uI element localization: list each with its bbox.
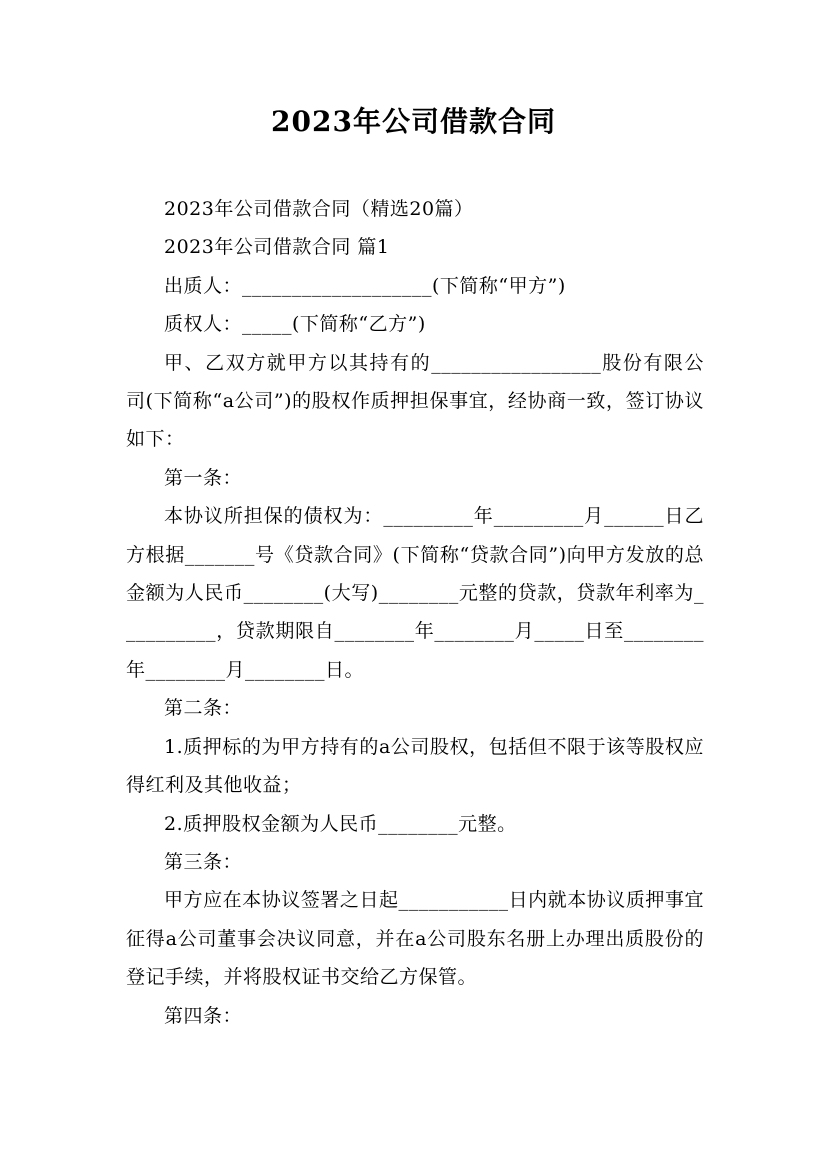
article-3-text: 甲方应在本协议签署之日起___________日内就本协议质押事宜征得a公司董事会决议同意，并在a公司股东名册上办理出质股份的登记手续，并将股权证书交给乙方保管。 <box>126 889 704 989</box>
article-3-heading: 第三条： <box>164 850 243 873</box>
paragraph-pledgor: 出质人：___________________(下简称“甲方”) <box>164 274 566 297</box>
paragraph-pledgee: 质权人：_____(下简称“乙方”) <box>164 313 426 336</box>
document-title: 2023年公司借款合同 <box>271 105 556 138</box>
article-2-item-1: 1.质押标的为甲方持有的a公司股权，包括但不限于该等股权应得红利及其他收益； <box>126 735 704 797</box>
article-2-heading: 第二条： <box>164 697 243 720</box>
paragraph-subtitle: 2023年公司借款合同（精选20篇） <box>164 198 474 220</box>
article-2-item-2: 2.质押股权金额为人民币________元整。 <box>164 812 517 835</box>
document-body <box>126 190 704 1035</box>
article-1-heading: 第一条： <box>164 466 243 489</box>
paragraph-section-heading: 2023年公司借款合同 篇1 <box>164 236 390 259</box>
paragraph-preamble: 甲、乙双方就甲方以其持有的_________________股份有限公司(下简称“a公司”)的股权作质押担保事宜，经协商一致，签订协议如下： <box>126 351 704 451</box>
article-1-text: 本协议所担保的债权为：_________年_________月______日乙方根据_______号《贷款合同》(下简称“贷款合同”)向甲方发放的总金额为人民币________(大写)________元整的贷款，贷款年利率为__________，贷款期限自________年________月_____日至________年________月________日。 <box>126 505 704 681</box>
article-4-heading: 第四条： <box>164 1004 243 1027</box>
